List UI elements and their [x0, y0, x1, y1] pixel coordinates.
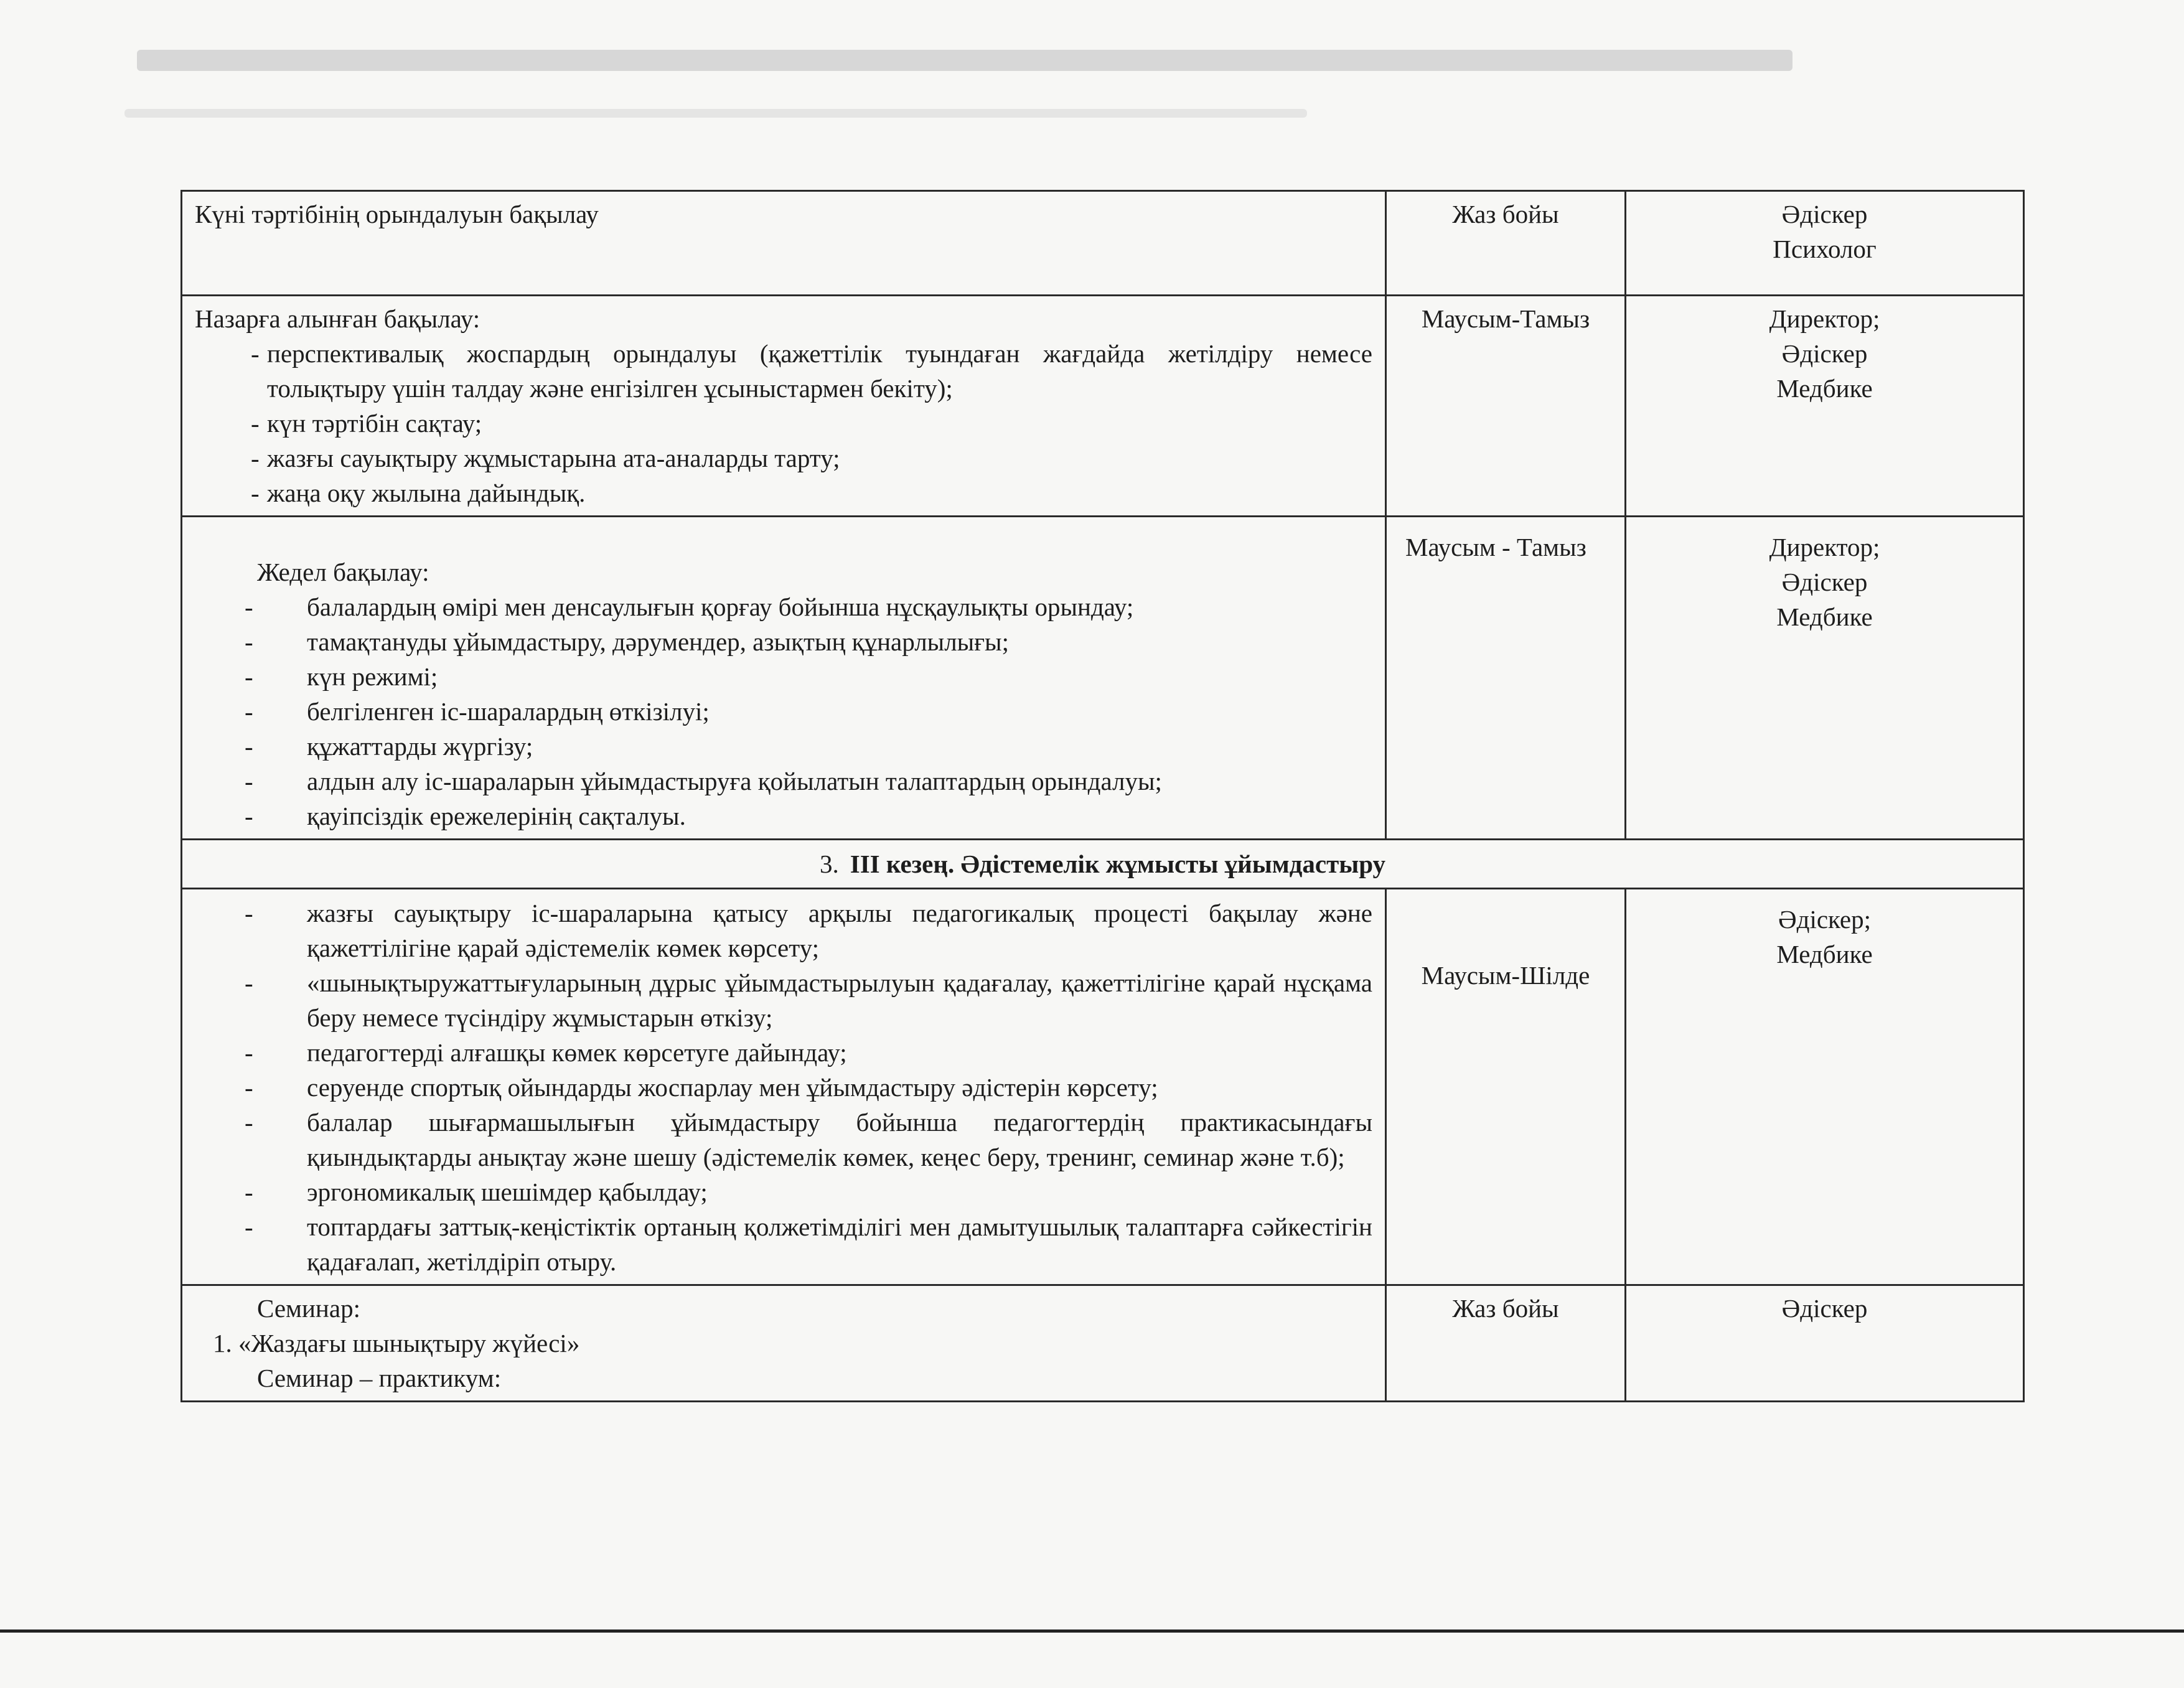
responsible-line: Медбике — [1776, 603, 1873, 631]
list-item: - күн тәртібін сақтау; — [251, 406, 1372, 441]
table-row — [182, 296, 2024, 517]
table-row — [182, 889, 2024, 1285]
list-item: - жазғы сауықтыру жұмыстарына ата-аналарды тарту; — [251, 441, 1372, 476]
activity-cell: Күні тәртібінің орындалуын бақылау — [182, 191, 1386, 296]
list-item: 1. «Жаздағы шынықтыру жүйесі» — [238, 1326, 1372, 1361]
table-row — [182, 191, 2024, 296]
responsible-line: Медбике — [1776, 374, 1873, 403]
scan-artifact-top — [137, 50, 1793, 71]
seminar-list — [195, 1326, 1372, 1361]
activity-list — [195, 896, 1372, 1279]
activity-cell — [182, 517, 1386, 840]
responsible-line: Директор; — [1769, 533, 1880, 561]
responsible-cell — [1626, 889, 2024, 1285]
activity-cell — [182, 889, 1386, 1285]
period-cell: Маусым-Шілде — [1386, 889, 1626, 1285]
table-row — [182, 1285, 2024, 1402]
responsible-cell — [1626, 517, 2024, 840]
table-row — [182, 517, 2024, 840]
list-item: - алдын алу іс-шараларын ұйымдастыруға қойылатын талаптардың орындалуы; — [245, 764, 1372, 799]
list-item: - күн режимі; — [245, 659, 1372, 694]
responsible-cell: Әдіскер — [1626, 1285, 2024, 1402]
list-item: - жаңа оқу жылына дайындық. — [251, 476, 1372, 510]
responsible-line: Әдіскер; — [1778, 905, 1872, 934]
section-heading: ІІІ кезең. Әдістемелік жұмысты ұйымдастыру — [850, 850, 1385, 878]
section-title — [182, 840, 2024, 889]
list-heading: Жедел бақылау: — [257, 558, 429, 586]
responsible-cell — [1626, 296, 2024, 517]
list-item: - серуенде спортық ойындарды жоспарлау мен ұйымдастыру әдістерін көрсету; — [245, 1070, 1372, 1105]
section-row — [182, 840, 2024, 889]
seminar-label: Семинар: — [257, 1294, 360, 1323]
work-plan-table — [180, 190, 2025, 1402]
responsible-line: Әдіскер — [1781, 200, 1868, 228]
list-item: - топтардағы заттық-кеңістіктік ортаның қолжетімділігі мен дамытушылық талаптарға сәйкестігін қадағалап, жетілдіріп отыру. — [245, 1209, 1372, 1279]
activity-cell — [182, 296, 1386, 517]
activity-list — [195, 336, 1372, 510]
responsible-line: Психолог — [1773, 235, 1877, 263]
responsible-line: Медбике — [1776, 940, 1873, 968]
list-item: - белгіленген іс-шаралардың өткізілуі; — [245, 694, 1372, 729]
list-item: - балалардың өмірі мен денсаулығын қорғау бойынша нұсқаулықты орындау; — [245, 589, 1372, 624]
list-item: - перспективалық жоспардың орындалуы (қажеттілік туындаған жағдайда жетілдіру немесе толықтыру үшін талдау және енгізілген ұсыныстармен бекіту); — [251, 336, 1372, 406]
period-cell: Маусым-Тамыз — [1386, 296, 1626, 517]
scan-artifact-top-2 — [124, 109, 1307, 118]
page-edge-line — [0, 1629, 2184, 1633]
period-cell: Жаз бойы — [1386, 191, 1626, 296]
list-item: - жазғы сауықтыру іс-шараларына қатысу арқылы педагогикалық процесті бақылау және қажеттілігіне қарай әдістемелік көмек көрсету; — [245, 896, 1372, 965]
activity-list — [195, 589, 1372, 833]
list-item: - қауіпсіздік ережелерінің сақталуы. — [245, 799, 1372, 833]
period-cell: Жаз бойы — [1386, 1285, 1626, 1402]
section-number: 3. — [820, 850, 839, 878]
responsible-line: Директор; — [1769, 304, 1880, 333]
list-heading: Назарға алынған бақылау: — [195, 304, 480, 333]
list-item: - «шынықтыружаттығуларының дұрыс ұйымдастырылуын қадағалау, қажеттілігіне қарай нұсқама беру немесе түсіндіру жұмыстарын өткізу; — [245, 965, 1372, 1035]
responsible-cell — [1626, 191, 2024, 296]
activity-cell — [182, 1285, 1386, 1402]
responsible-line: Әдіскер — [1781, 339, 1868, 368]
practicum-label: Семинар – практикум: — [257, 1364, 502, 1392]
responsible-line: Әдіскер — [1781, 568, 1868, 596]
list-item: - тамақтануды ұйымдастыру, дәрумендер, азықтың құнарлылығы; — [245, 624, 1372, 659]
list-item: - эргономикалық шешімдер қабылдау; — [245, 1175, 1372, 1209]
list-item: - педагогтерді алғашқы көмек көрсетуге дайындау; — [245, 1035, 1372, 1070]
list-item: - балалар шығармашылығын ұйымдастыру бойынша педагогтердің практикасындағы қиындықтарды анықтау және шешу (әдістемелік көмек, кеңес беру, тренинг, семинар және т.б); — [245, 1105, 1372, 1175]
period-cell: Маусым - Тамыз — [1386, 517, 1626, 840]
list-item: - құжаттарды жүргізу; — [245, 729, 1372, 764]
